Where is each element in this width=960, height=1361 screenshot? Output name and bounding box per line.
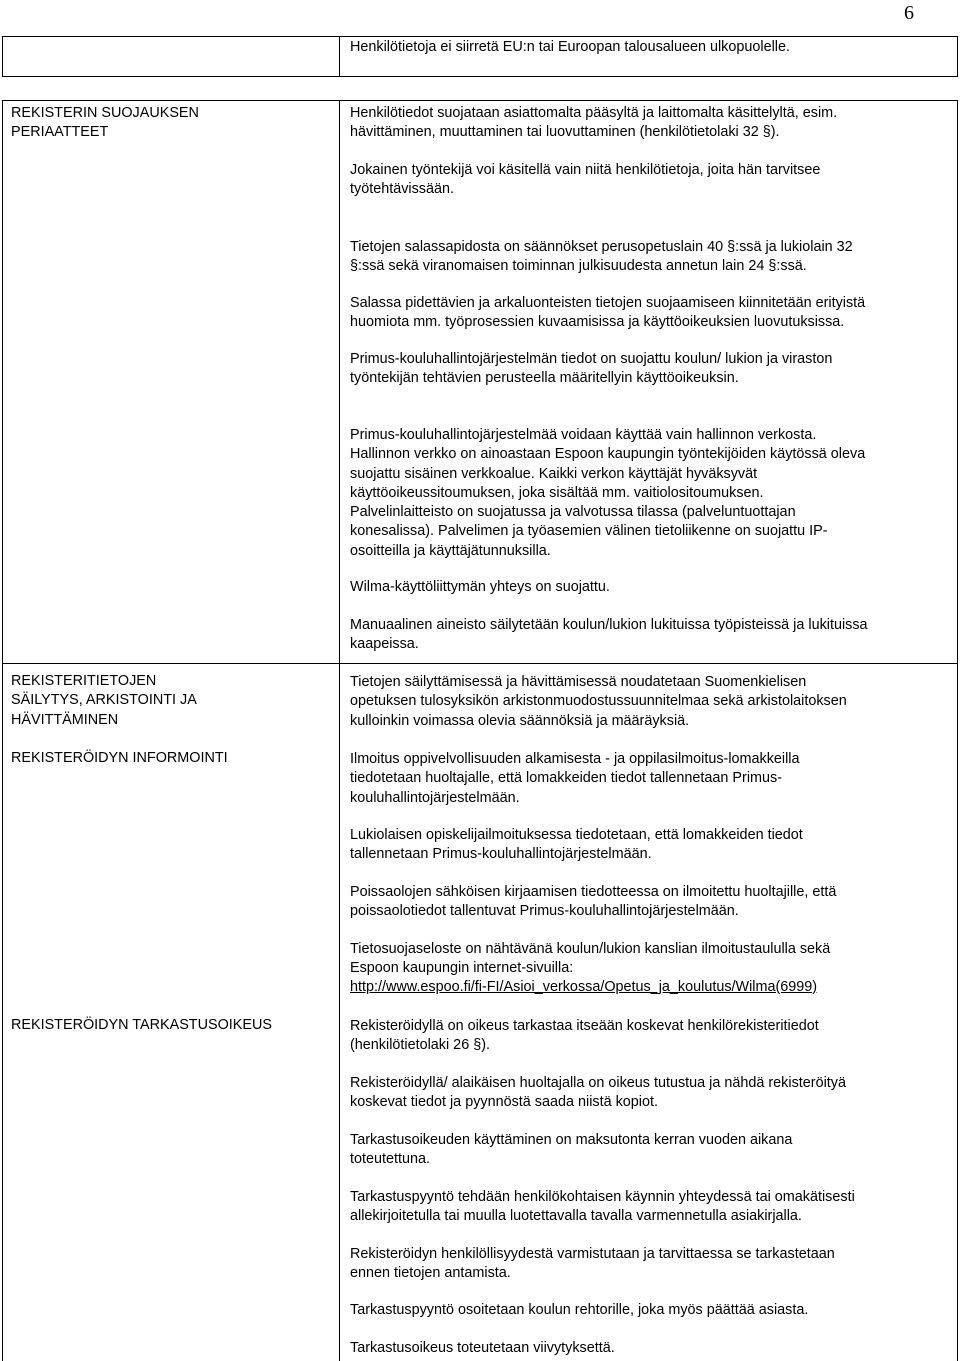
security-heading: REKISTERIN SUOJAUKSEN PERIAATTEET xyxy=(11,105,199,141)
row-divider-2 xyxy=(2,76,958,77)
inspection-paragraph-1: Rekisteröidyllä on oikeus tarkastaa itseään koskevat henkilörekisteritiedot (henkilötietolaki 26 §). xyxy=(350,1018,819,1054)
security-paragraph-2: Jokainen työntekijä voi käsitellä vain niitä henkilötietoja, joita hän tarvitsee työtehtävissään. xyxy=(350,162,821,198)
security-paragraph-6: Primus-kouluhallintojärjestelmää voidaan käyttää vain hallinnon verkosta. Hallinnon verkko on ainoastaan Espoon kaupungin työntekijöiden käytössä oleva suojattu sisäinen verkkoalue. Kaikki verkon käyttäjät hyväksyvät käyttöoikeussitoumuksen, joka sisältää mm. vaitiolositoumuksen. Palvelinlaitteisto on suojatussa ja valvotussa tilassa (palveluntuottajan konesalissa). Palvelimen ja työasemien välinen tietoliikenne on suojattu IP- osoitteilla ja käyttäjätunnuksilla. xyxy=(350,427,866,559)
page-number: 6 xyxy=(904,2,914,24)
inspection-paragraph-6: Tarkastuspyyntö osoitetaan koulun rehtorille, joka myös päättää asiasta. xyxy=(350,1302,809,1318)
table-border-right-top xyxy=(957,36,958,76)
informing-paragraph-3: Poissaolojen sähköisen kirjaamisen tiedotteessa on ilmoitettu huoltajille, että poissaolotiedot tallentuvat Primus-kouluhallintojärjestelmään. xyxy=(350,884,837,920)
transfer-text: Henkilötietoja ei siirretä EU:n tai Euroopan talousalueen ulkopuolelle. xyxy=(350,39,790,55)
security-paragraph-3: Tietojen salassapidosta on säännökset perusopetuslain 40 §:ssä ja lukiolain 32 §:ssä sekä viranomaisen toiminnan julkisuudesta annetun lain 24 §:ssä. xyxy=(350,239,853,275)
inspection-paragraph-2: Rekisteröidyllä/ alaikäisen huoltajalla on oikeus tutustua ja nähdä rekisteröityä koskevat tiedot ja pyynnöstä saada niistä kopiot. xyxy=(350,1075,846,1111)
inspection-paragraph-3: Tarkastusoikeuden käyttäminen on maksutonta kerran vuoden aikana toteutettuna. xyxy=(350,1132,793,1168)
informing-paragraph-2: Lukiolaisen opiskelijailmoituksessa tiedotetaan, että lomakkeiden tiedot tallennetaan Primus-kouluhallintojärjestelmään. xyxy=(350,827,803,863)
row-divider-4 xyxy=(2,663,958,664)
retention-paragraph-1: Tietojen säilyttämisessä ja hävittämisessä noudatetaan Suomenkielisen opetuksen tulosyksikön arkistonmuodostussuunnitelmaa sekä arkistolaitoksen kulloinkin voimassa olevia säännöksiä ja määräyksiä. xyxy=(350,674,847,729)
security-paragraph-7: Wilma-käyttöliittymän yhteys on suojattu. xyxy=(350,579,610,595)
inspection-paragraph-7: Tarkastusoikeus toteutetaan viivytyksettä. xyxy=(350,1340,615,1356)
inspection-paragraph-5: Rekisteröidyn henkilöllisyydestä varmistutaan ja tarvittaessa se tarkastetaan ennen tietojen antamista. xyxy=(350,1246,835,1282)
security-paragraph-1: Henkilötiedot suojataan asiattomalta pääsyltä ja laittomalta käsittelyltä, esim. hävittäminen, muuttaminen tai luovuttaminen (henkilötietolaki 32 §). xyxy=(350,105,838,141)
wilma-link[interactable]: http://www.espoo.fi/fi-FI/Asioi_verkossa/Opetus_ja_koulutus/Wilma(6999) xyxy=(350,979,818,995)
security-paragraph-5: Primus-kouluhallintojärjestelmän tiedot on suojattu koulun/ lukion ja viraston työntekijän tehtävien perusteella määritellyin käyttöoikeuksin. xyxy=(350,351,833,387)
row-divider-3 xyxy=(2,100,958,101)
table-border-right-bottom xyxy=(957,100,958,1361)
security-paragraph-8: Manuaalinen aineisto säilytetään koulun/lukion lukituissa työpisteissä ja lukituissa kaapeissa. xyxy=(350,617,868,653)
informing-paragraph-4: Tietosuojaseloste on nähtävänä koulun/lukion kanslian ilmoitustaululla sekä Espoon kaupungin internet-sivuilla: xyxy=(350,941,831,977)
table-border-left-bottom xyxy=(2,100,3,1361)
inspection-heading: REKISTERÖIDYN TARKASTUSOIKEUS xyxy=(11,1017,272,1033)
inspection-paragraph-4: Tarkastuspyyntö tehdään henkilökohtaisen käynnin yhteydessä tai omakätisesti allekirjoitetulla tai muulla luotettavalla tavalla varmennetulla asiakirjalla. xyxy=(350,1189,855,1225)
column-divider-top xyxy=(339,36,340,76)
column-divider-bottom xyxy=(339,100,340,1361)
retention-heading: REKISTERITIETOJEN SÄILYTYS, ARKISTOINTI JA HÄVITTÄMINEN xyxy=(11,673,197,728)
table-border-left-top xyxy=(2,36,3,76)
row-divider-1 xyxy=(2,36,958,37)
informing-heading: REKISTERÖIDYN INFORMOINTI xyxy=(11,750,228,766)
security-paragraph-4: Salassa pidettävien ja arkaluonteisten tietojen suojaamiseen kiinnitetään erityistä huomiota mm. työprosessien kuvaamisissa ja käyttöoikeuksien luovutuksissa. xyxy=(350,295,866,331)
informing-paragraph-1: Ilmoitus oppivelvollisuuden alkamisesta - ja oppilasilmoitus-lomakkeilla tiedotetaan huoltajalle, että lomakkeiden tiedot tallennetaan Primus- kouluhallintojärjestelmään. xyxy=(350,751,800,806)
